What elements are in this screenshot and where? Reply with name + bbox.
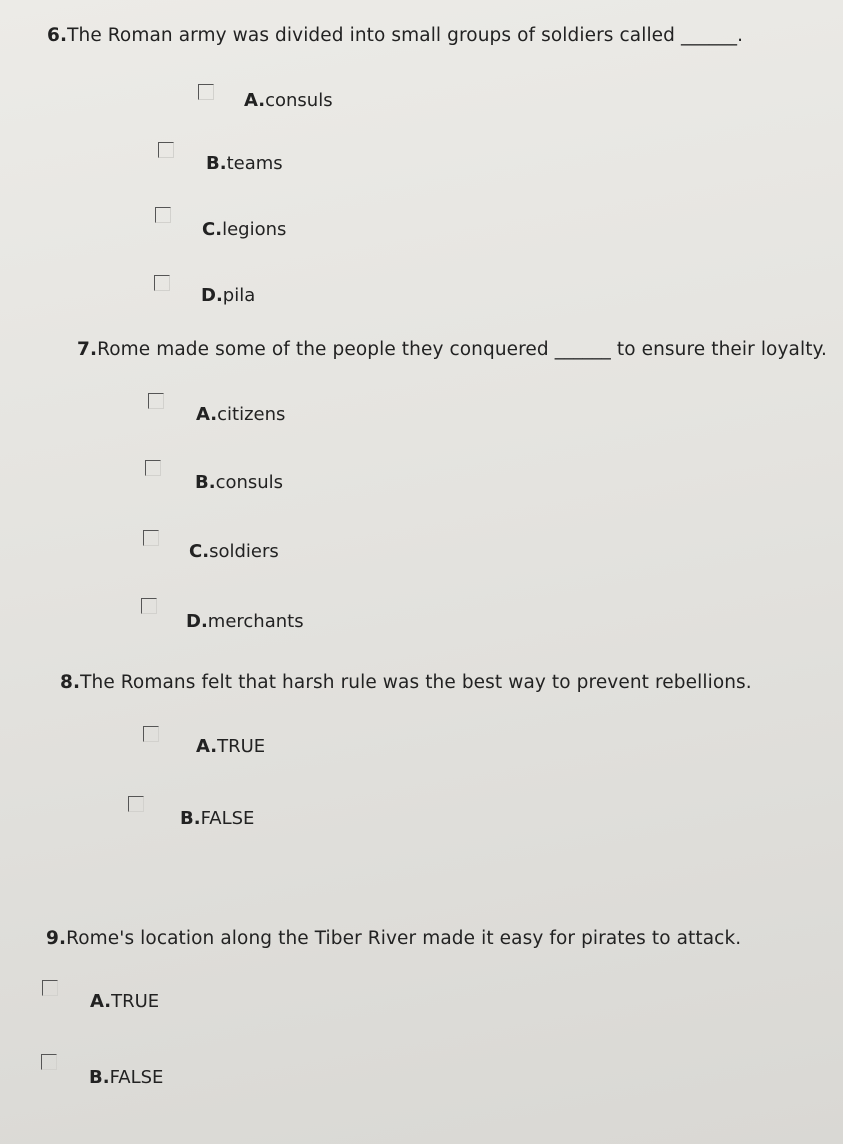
question-number: 7.: [77, 339, 98, 360]
option-text: TRUE: [217, 736, 266, 757]
option-text: FALSE: [200, 808, 255, 829]
question-text: The Romans felt that harsh rule was the best way to prevent rebellions.: [80, 672, 752, 693]
question-6: [47, 25, 743, 46]
answer-blank: ______: [554, 339, 611, 360]
option-letter: B.: [180, 808, 201, 829]
question-text-end: .: [737, 25, 744, 46]
checkbox[interactable]: [143, 726, 159, 742]
option-letter: C.: [189, 541, 210, 562]
question-text-end: to ensure their loyalty.: [616, 339, 827, 360]
option-text: pila: [222, 285, 256, 306]
option-letter: D.: [201, 285, 223, 306]
option-letter: A.: [90, 991, 112, 1012]
question-7: [77, 339, 827, 360]
option-text: citizens: [217, 404, 286, 425]
checkbox[interactable]: [145, 460, 161, 476]
checkbox[interactable]: [155, 207, 171, 223]
option-letter: D.: [186, 611, 208, 632]
checkbox[interactable]: [143, 530, 159, 546]
option-text: merchants: [207, 611, 304, 632]
checkbox[interactable]: [141, 598, 157, 614]
checkbox[interactable]: [158, 142, 174, 158]
checkbox[interactable]: [198, 84, 214, 100]
option-text: consuls: [215, 472, 284, 493]
option-letter: B.: [206, 153, 227, 174]
option-text: TRUE: [111, 991, 160, 1012]
question-text: Rome made some of the people they conquered: [97, 339, 549, 360]
option-text: teams: [226, 153, 283, 174]
option-letter: C.: [202, 219, 223, 240]
option-text: soldiers: [209, 541, 279, 562]
answer-blank: ______: [681, 25, 738, 46]
question-8: [60, 672, 752, 693]
option-letter: A.: [244, 90, 266, 111]
checkbox[interactable]: [41, 1054, 57, 1070]
checkbox[interactable]: [148, 393, 164, 409]
question-text: Rome's location along the Tiber River made it easy for pirates to attack.: [66, 928, 742, 949]
option-letter: A.: [196, 736, 218, 757]
option-text: consuls: [265, 90, 333, 111]
option-letter: A.: [196, 404, 218, 425]
question-number: 9.: [46, 928, 67, 949]
option-text: FALSE: [109, 1067, 164, 1088]
option-text: legions: [222, 219, 287, 240]
question-number: 8.: [60, 672, 81, 693]
question-number: 6.: [47, 25, 68, 46]
checkbox[interactable]: [42, 980, 58, 996]
checkbox[interactable]: [154, 275, 170, 291]
option-letter: B.: [195, 472, 216, 493]
option-letter: B.: [89, 1067, 110, 1088]
question-9: [46, 928, 741, 949]
question-text: The Roman army was divided into small groups of soldiers called: [67, 25, 676, 46]
checkbox[interactable]: [128, 796, 144, 812]
